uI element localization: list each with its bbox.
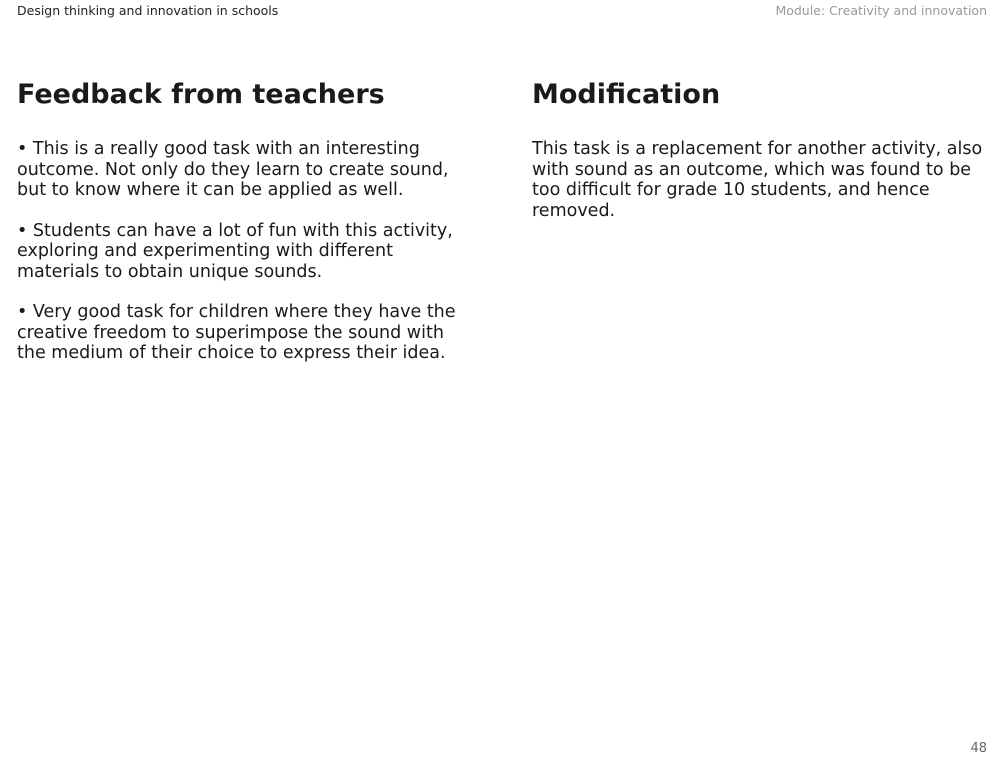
modification-body [532,139,987,221]
modification-text: This task is a replacement for another activity, also with sound as an outcome, which was found to be too difficult for grade 10 students, and hence removed. [532,139,983,221]
feedback-item-1: • This is a really good task with an interesting outcome. Not only do they learn to create sound, but to know where it can be applied as well. [17,139,449,200]
page-number: 48 [970,741,987,756]
feedback-item-3: • Very good task for children where they have the creative freedom to superimpose the sound with the medium of their choice to express their idea. [17,302,456,363]
modification-heading: Modification [532,79,721,110]
feedback-heading: Feedback from teachers [17,79,385,110]
feedback-list [17,139,472,364]
modification-section [532,78,987,241]
feedback-item-2: • Students can have a lot of fun with this activity, exploring and experimenting with different materials to obtain unique sounds. [17,220,453,282]
module-label: Module: Creativity and innovation [775,3,987,18]
feedback-section [17,78,472,384]
course-title: Design thinking and innovation in schools [17,3,279,18]
